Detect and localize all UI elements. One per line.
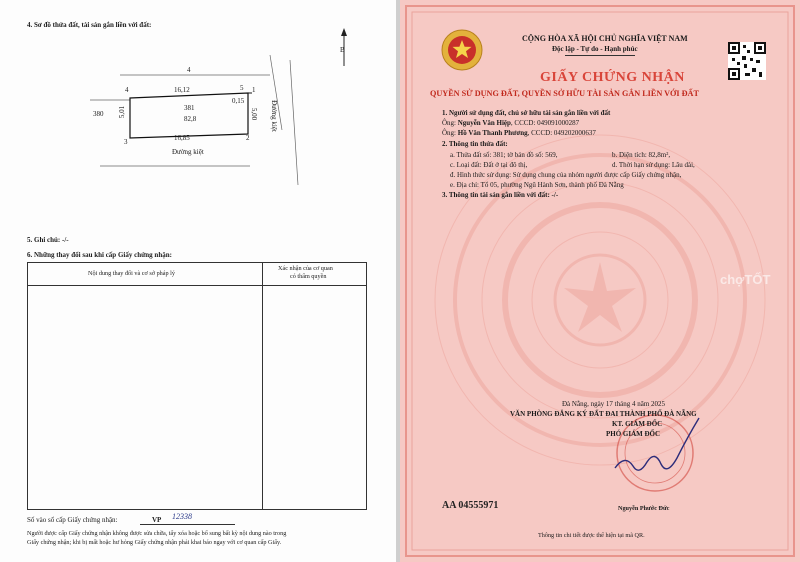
table-header-divider	[28, 285, 366, 286]
signer-name: Nguyễn Phước Đức	[618, 505, 670, 512]
owner1-row: Ông: Nguyễn Văn Hiệp, CCCD: 049091000287	[442, 119, 580, 127]
owner1-name: Nguyễn Văn Hiệp	[457, 119, 511, 127]
bottom-edge-label: 16,85	[174, 134, 190, 142]
footer-line1: Người được cấp Giấy chứng nhận không được sửa chữa, tẩy xóa hoặc bổ sung bất kỳ nội dung nào trong	[27, 530, 287, 537]
section1-title: 1. Người sử dụng đất, chủ sở hữu tài sản gắn liền với đất	[442, 109, 611, 117]
corner-offset-label: 0,15	[232, 97, 245, 105]
parcel-number: 381	[184, 104, 195, 112]
register-label: Số vào sổ cấp Giấy chứng nhận:	[27, 516, 118, 524]
vertex-1: 1	[252, 86, 256, 94]
motto-underline	[565, 55, 635, 56]
parcel-info-d: d. Thời hạn sử dụng: Lâu dài,	[612, 161, 695, 169]
register-underline	[140, 524, 235, 525]
vertex-3: 3	[124, 138, 128, 146]
kt-director: KT. GIÁM ĐỐC	[612, 420, 663, 428]
top-edge-label: 16,12	[174, 86, 190, 94]
motto: Độc lập - Tự do - Hạnh phúc	[552, 45, 638, 53]
changes-table	[27, 262, 367, 510]
table-col1-header: Nội dung thay đổi và cơ sở pháp lý	[88, 270, 175, 277]
north-arrow-icon	[341, 28, 347, 36]
qr-note: Thông tin chi tiết được thể hiện tại mã QR.	[538, 532, 645, 539]
parcel-top-label: 4	[187, 66, 191, 74]
certificate-subtitle: QUYỀN SỬ DỤNG ĐẤT, QUYỀN SỞ HỮU TÀI SẢN GẮN LIỀN VỚI ĐẤT	[430, 89, 699, 98]
register-number: 12338	[172, 512, 192, 521]
issue-date: Đà Nẵng, ngày 17 tháng 4 năm 2025	[562, 400, 666, 408]
owner2-id: , CCCD: 049202000637	[527, 129, 596, 137]
road-right-edge-2	[290, 60, 298, 185]
certificate-title: GIẤY CHỨNG NHẬN	[540, 70, 685, 85]
table-col2-header-line1: Xác nhận của cơ quan	[278, 265, 333, 272]
deputy-director: PHÓ GIÁM ĐỐC	[606, 430, 661, 438]
owner2-name: Hồ Văn Thanh Phương	[457, 129, 528, 137]
vertex-4: 4	[125, 86, 129, 94]
right-page	[400, 0, 800, 562]
north-label: B	[340, 46, 345, 54]
parcel-info-dd: đ. Hình thức sử dụng: Sử dụng chung của nhóm người được cấp Giấy chứng nhận,	[450, 171, 682, 179]
section5-title: 5. Ghi chú: -/-	[27, 236, 69, 244]
left-edge-label: 5,01	[118, 105, 127, 119]
national-emblem-icon	[442, 30, 482, 70]
parcel-info-a: a. Thửa đất số: 381; tờ bản đồ số: 569,	[450, 151, 558, 159]
parcel-info-b: b. Diện tích: 82,8m²,	[612, 151, 671, 159]
watermark: chợTỐT	[720, 272, 771, 287]
vertex-5: 5	[240, 84, 244, 92]
vertex-2: 2	[246, 134, 250, 142]
register-prefix: VP	[152, 516, 162, 524]
country-name: CỘNG HÒA XÃ HỘI CHỦ NGHĨA VIỆT NAM	[522, 34, 688, 43]
section2-title: 2. Thông tin thửa đất:	[442, 140, 508, 148]
serial-number: AA 04555971	[442, 500, 499, 511]
parcel-diagram	[0, 0, 396, 230]
left-page	[0, 0, 396, 562]
parcel-left-label: 380	[93, 110, 104, 118]
qr-code-icon	[728, 42, 766, 80]
road-bottom-label: Đường kiệt	[172, 148, 204, 156]
owner1-id: , CCCD: 049091000287	[510, 119, 580, 127]
footer-line2: Giấy chứng nhận; khi bị mất hoặc hư hỏng Giấy chứng nhận phải khai báo ngay với cơ quan cấp Giấy.	[27, 539, 282, 546]
road-right-label: Đường kiệt	[269, 100, 278, 132]
right-edge-label: 5,00	[250, 107, 259, 121]
issuing-office: VĂN PHÒNG ĐĂNG KÝ ĐẤT ĐAI THÀNH PHỐ ĐÀ NẴNG	[510, 410, 697, 418]
section4-title: 4. Sơ đồ thửa đất, tài sản gắn liền với đất:	[27, 21, 152, 29]
section3-title: 3. Thông tin tài sản gắn liền với đất: -/-	[442, 191, 559, 199]
parcel-area: 82,8	[184, 115, 197, 123]
section6-title: 6. Những thay đổi sau khi cấp Giấy chứng nhận:	[27, 251, 172, 259]
parcel-info-e: e. Địa chỉ: Tổ 05, phường Ngũ Hành Sơn, thành phố Đà Nẵng	[450, 181, 624, 189]
owner2-row: Ông: Hồ Văn Thanh Phương, CCCD: 049202000637	[442, 129, 596, 137]
table-col2-header-line2: có thẩm quyền	[290, 273, 327, 280]
parcel-info-c: c. Loại đất: Đất ở tại đô thị,	[450, 161, 528, 169]
table-column-divider	[262, 263, 263, 509]
